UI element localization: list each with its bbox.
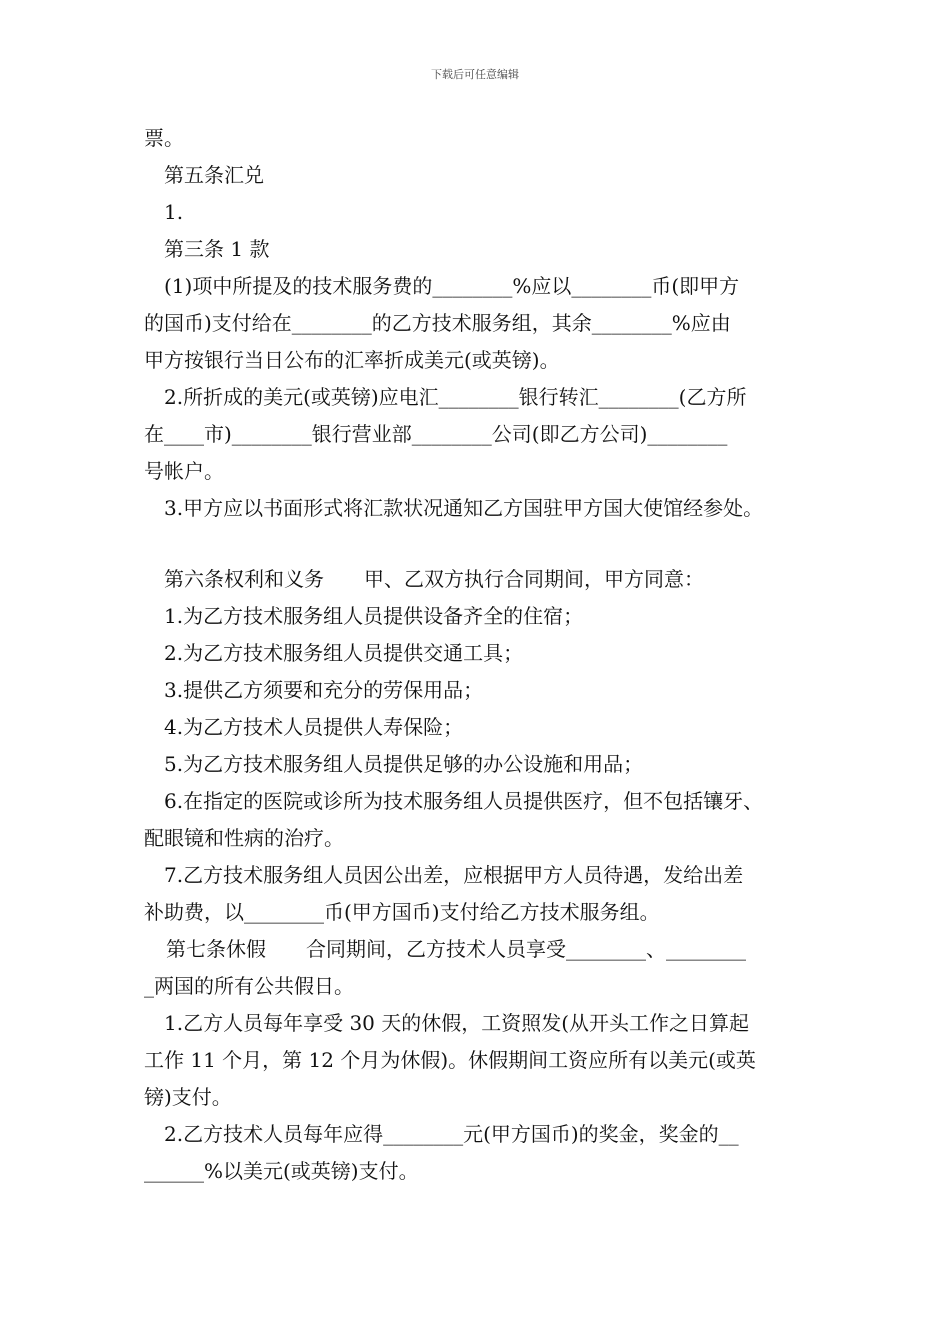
text-line: 甲方按银行当日公布的汇率折成美元(或英镑)。 bbox=[144, 348, 560, 372]
text-line: 2.所折成的美元(或英镑)应电汇________银行转汇________(乙方所 bbox=[164, 385, 747, 409]
paragraph-gap bbox=[144, 527, 824, 561]
document-body bbox=[144, 120, 824, 1190]
list-item: 5.为乙方技术服务组人员提供足够的办公设施和用品； bbox=[164, 752, 644, 776]
list-item: 3.提供乙方须要和充分的劳保用品； bbox=[164, 678, 484, 702]
text-line: 票。 bbox=[144, 126, 184, 150]
list-item: 1.乙方人员每年享受 30 天的休假，工资照发(从开头工作之日算起 bbox=[164, 1011, 750, 1035]
list-item: 4.为乙方技术人员提供人寿保险； bbox=[164, 715, 464, 739]
text-line: 工作 11 个月，第 12 个月为休假)。休假期间工资应所有以美元(或英 bbox=[144, 1048, 756, 1072]
list-item: 6.在指定的医院或诊所为技术服务组人员提供医疗，但不包括镶牙、 bbox=[164, 789, 764, 813]
list-item: 2.乙方技术人员每年应得________元(甲方国币)的奖金，奖金的__ bbox=[164, 1122, 739, 1146]
text-line: 3.甲方应以书面形式将汇款状况通知乙方国驻甲方国大使馆经参处。 bbox=[164, 496, 764, 520]
text-line: (1)项中所提及的技术服务费的________%应以________币(即甲方 bbox=[164, 274, 740, 298]
text-line: 配眼镜和性病的治疗。 bbox=[144, 826, 344, 850]
article-heading: 第七条休假 合同期间，乙方技术人员享受________、________ bbox=[166, 937, 746, 961]
list-item: 2.为乙方技术服务组人员提供交通工具； bbox=[164, 641, 524, 665]
list-item: 1.为乙方技术服务组人员提供设备齐全的住宿； bbox=[164, 604, 584, 628]
page-header: 下载后可任意编辑 bbox=[431, 68, 519, 81]
text-line: 第三条 1 款 bbox=[164, 237, 270, 261]
text-line: 在____市)________银行营业部________公司(即乙方公司)________ bbox=[144, 422, 728, 446]
text-line: 的国币)支付给在________的乙方技术服务组，其余________%应由 bbox=[144, 311, 731, 335]
text-line: ______%以美元(或英镑)支付。 bbox=[144, 1159, 419, 1183]
text-line: 补助费，以________币(甲方国币)支付给乙方技术服务组。 bbox=[144, 900, 660, 924]
text-line: _两国的所有公共假日。 bbox=[144, 974, 354, 998]
text-line: 1. bbox=[164, 200, 184, 224]
text-line: 号帐户。 bbox=[144, 459, 224, 483]
article-heading: 第五条汇兑 bbox=[164, 163, 264, 187]
list-item: 7.乙方技术服务组人员因公出差，应根据甲方人员待遇，发给出差 bbox=[164, 863, 744, 887]
article-heading: 第六条权利和义务 甲、乙双方执行合同期间，甲方同意： bbox=[164, 567, 704, 591]
text-line: 镑)支付。 bbox=[144, 1085, 232, 1109]
